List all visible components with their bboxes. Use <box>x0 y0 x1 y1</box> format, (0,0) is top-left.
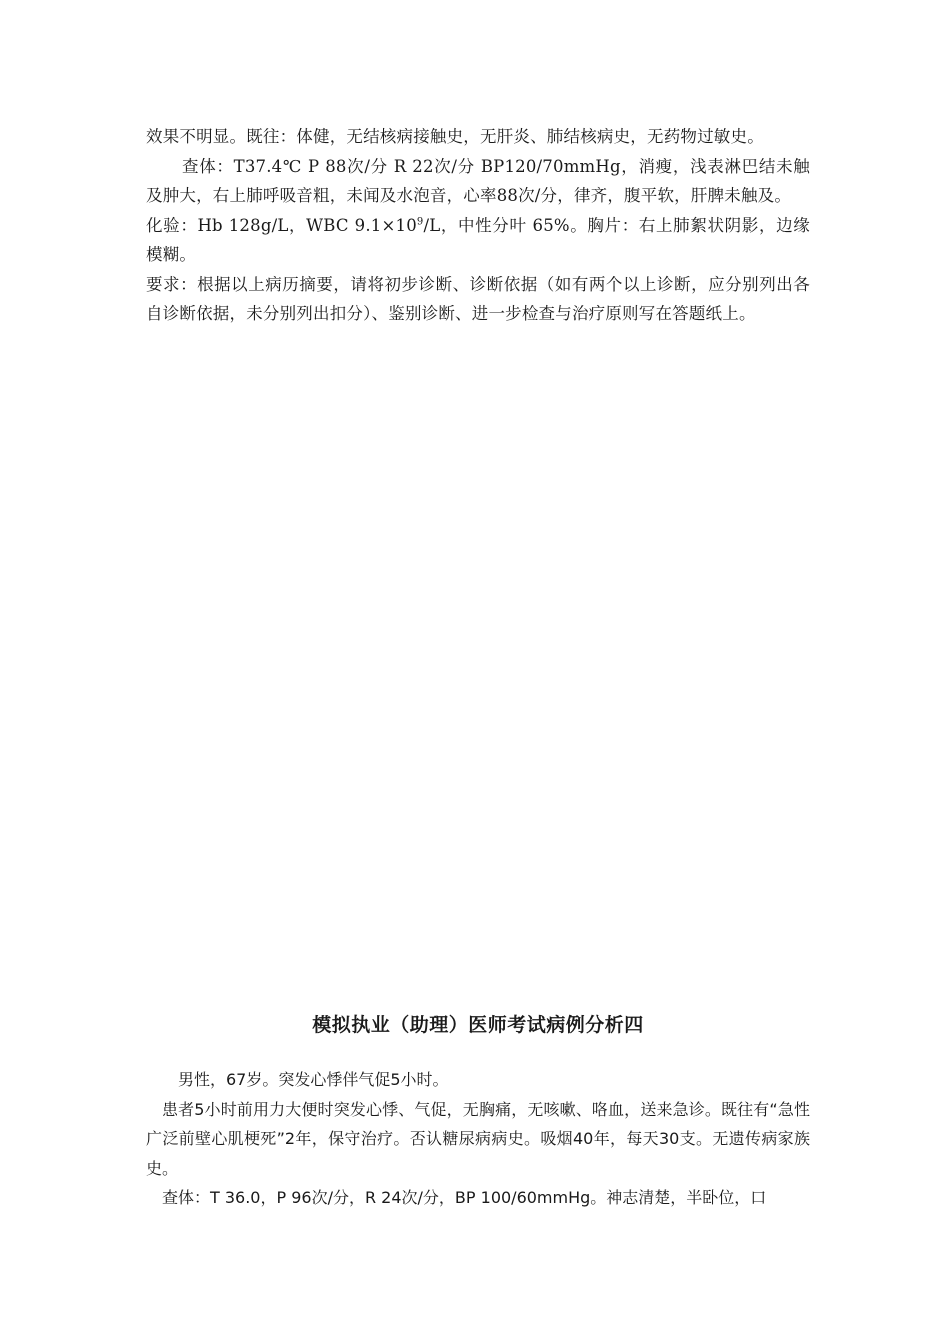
lab-text-suffix: /L，中性分叶 65%。胸片：右上肺絮状阴影，边缘模糊。 <box>146 215 810 264</box>
lab-paragraph <box>146 211 810 270</box>
history-paragraph: 效果不明显。既往：体健，无结核病接触史，无肝炎、肺结核病史，无药物过敏史。 <box>146 127 764 146</box>
case-four-section <box>146 1010 810 1213</box>
present-history: 患者5小时前用力大便时突发心悸、气促，无胸痛，无咳嗽、咯血，送来急诊。既往有“急性广泛前壁心肌梗死”2年，保守治疗。否认糖尿病病史。吸烟40年，每天30支。无遗传病家族史。 <box>146 1099 810 1178</box>
requirement-paragraph: 要求：根据以上病历摘要，请将初步诊断、诊断依据（如有两个以上诊断，应分别列出各自诊断依据，未分别列出扣分）、鉴别诊断、进一步检查与治疗原则写在答题纸上。 <box>146 274 810 323</box>
lab-exponent: 9 <box>416 216 424 227</box>
case-four-title: 模拟执业（助理）医师考试病例分析四 <box>312 1014 644 1036</box>
exam-findings: 查体：T 36.0，P 96次/分，R 24次/分，BP 100/60mmHg。神志清楚，半卧位，口 <box>162 1188 767 1207</box>
patient-summary: 男性，67岁。突发心悸伴气促5小时。 <box>178 1070 449 1089</box>
exam-paragraph: 查体：T37.4℃ P 88次/分 R 22次/分 BP120/70mmHg，消瘦，浅表淋巴结未触及肿大，右上肺呼吸音粗，未闻及水泡音，心率88次/分，律齐，腹平软，肝脾未触及。 <box>146 156 810 205</box>
lab-text-prefix: 化验：Hb 128g/L，WBC 9.1×10 <box>146 215 417 235</box>
upper-case-text <box>146 122 810 329</box>
